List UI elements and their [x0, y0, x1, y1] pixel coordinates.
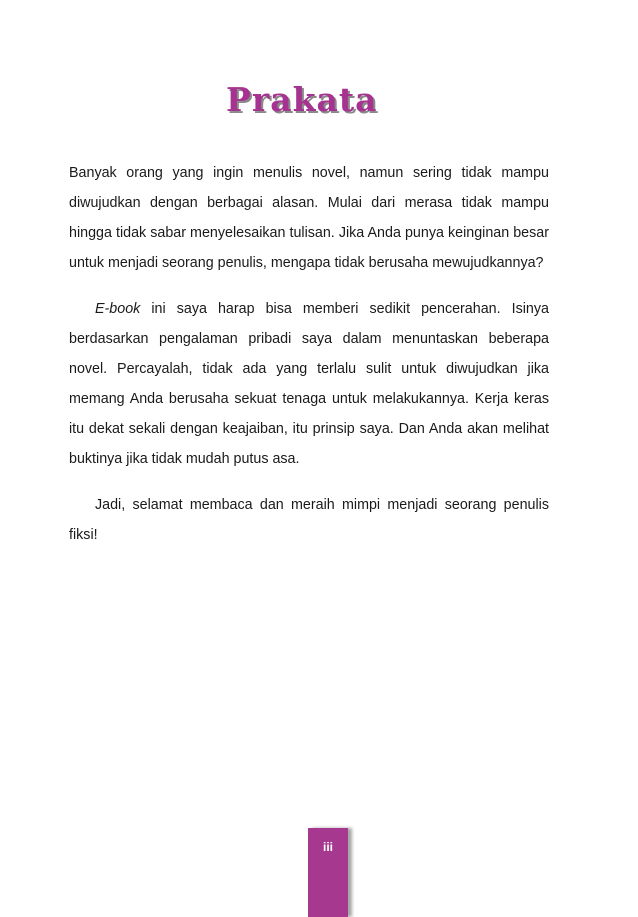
preface-body	[69, 158, 549, 550]
paragraph-2	[69, 294, 549, 474]
paragraph-2-text: ini saya harap bisa memberi sedikit pencerahan. Isinya berdasarkan pengalaman pribadi saya dalam menuntaskan beberapa novel. Percayalah, tidak ada yang terlalu sulit untuk diwujudkan jika memang Anda berusaha sekuat tenaga untuk melakukannya. Kerja keras itu dekat sekali dengan keajaiban, itu prinsip saya. Dan Anda akan melihat buktinya jika tidak mudah putus asa.	[69, 301, 549, 467]
page-number-tab	[308, 828, 348, 917]
paragraph-1: Banyak orang yang ingin menulis novel, namun sering tidak mampu diwujudkan dengan berbagai alasan. Mulai dari merasa tidak mampu hingga tidak sabar menyelesaikan tulisan. Jika Anda punya keinginan besar untuk menjadi seorang penulis, mengapa tidak berusaha mewujudkannya?	[69, 165, 549, 271]
page-title: Prakata	[226, 80, 378, 119]
ebook-term: E-book	[95, 301, 141, 317]
paragraph-3: Jadi, selamat membaca dan meraih mimpi menjadi seorang penulis fiksi!	[69, 497, 549, 543]
page-number: iii	[322, 840, 333, 854]
